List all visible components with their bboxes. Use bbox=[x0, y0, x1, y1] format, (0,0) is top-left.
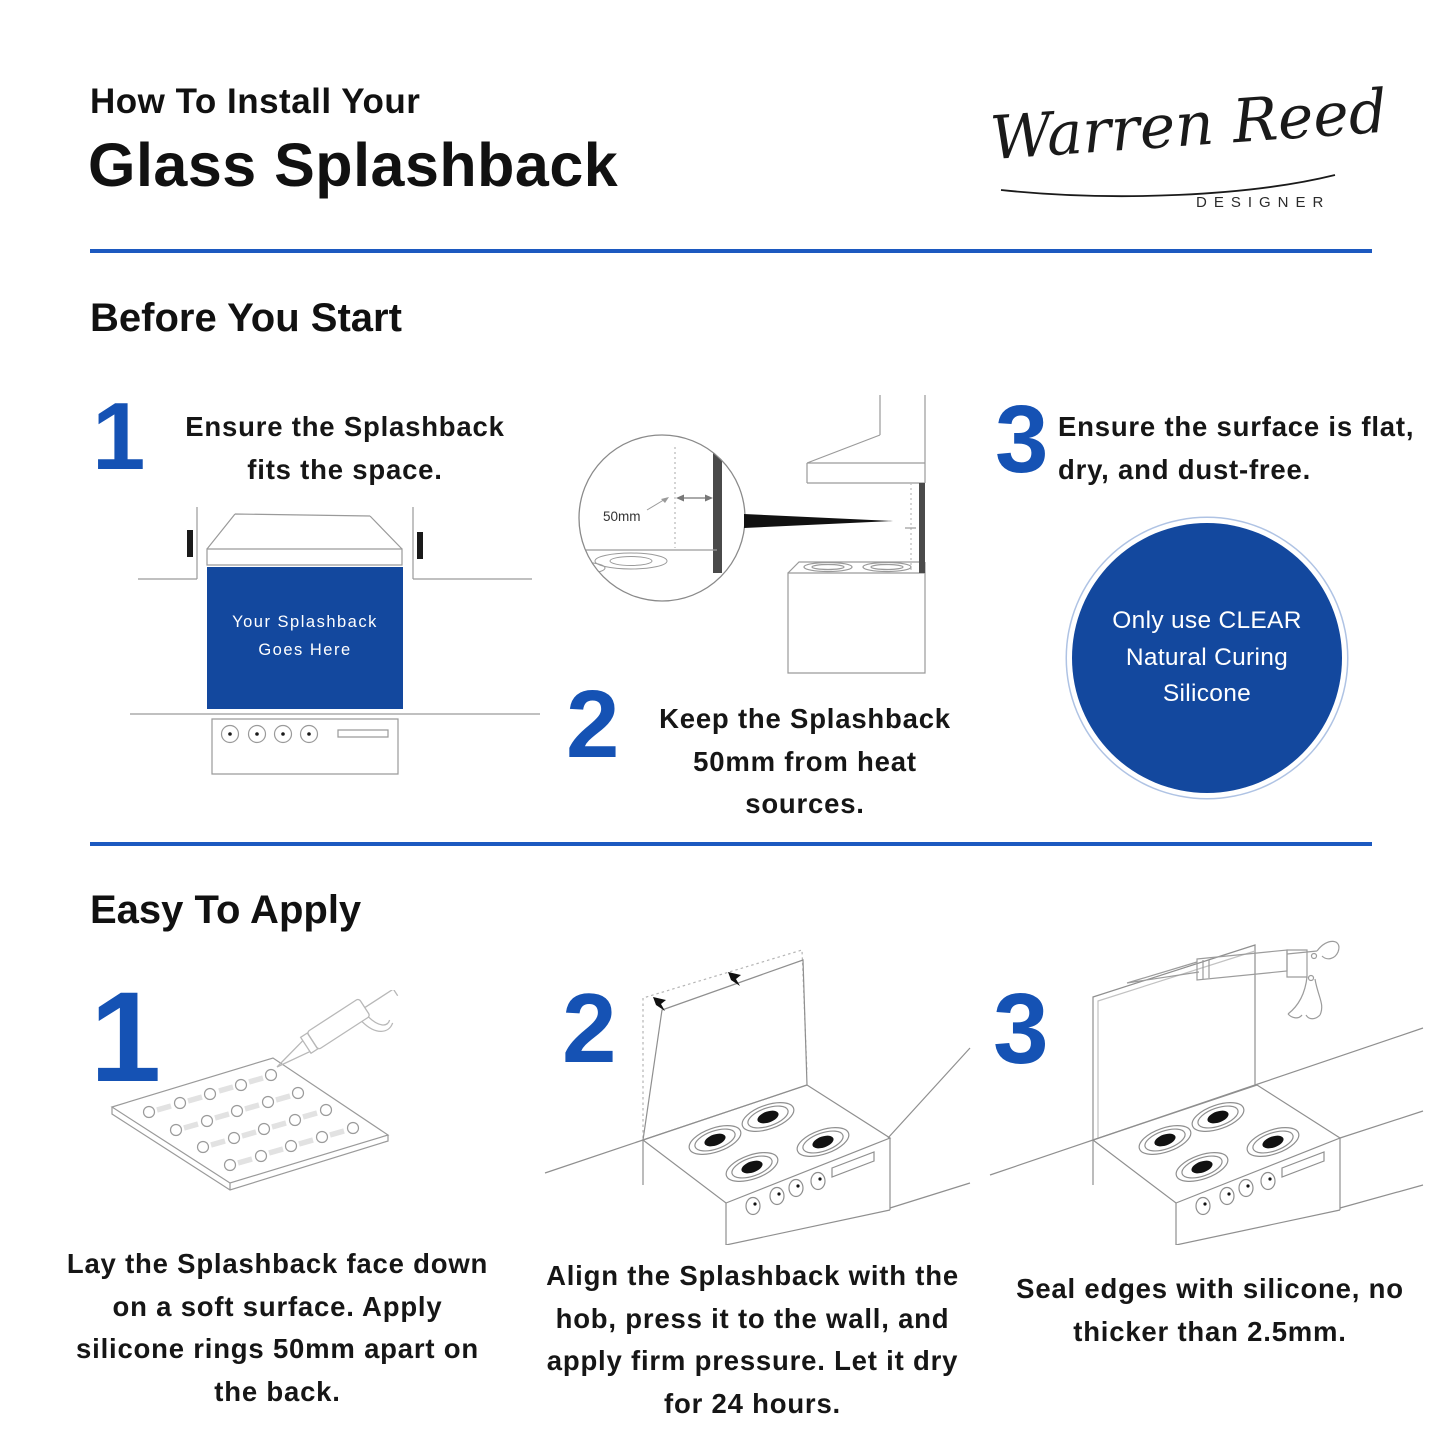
apply-step3-text: Seal edges with silicone, no thicker than 2.5mm. bbox=[1016, 1273, 1404, 1347]
hob-top-face bbox=[643, 1085, 890, 1203]
cooker-display bbox=[338, 730, 388, 737]
cooker-front bbox=[212, 719, 398, 774]
right-cabinet bbox=[413, 507, 532, 579]
before-step3-number: 3 bbox=[995, 386, 1049, 493]
before-step2-text: Keep the Splashback 50mm from heat sources. bbox=[659, 703, 951, 820]
glass-panel bbox=[112, 1058, 388, 1190]
page-pretitle: How To Install Your bbox=[90, 82, 421, 121]
distance-label: 50mm bbox=[603, 509, 641, 524]
before-section-heading: Before You Start bbox=[90, 296, 402, 340]
hood-canopy bbox=[807, 435, 925, 483]
apply-step1-number: 1 bbox=[90, 966, 162, 1109]
burners bbox=[686, 1097, 853, 1187]
section-divider bbox=[90, 842, 1372, 846]
before-step1-number: 1 bbox=[92, 383, 146, 490]
wall-panel-dashed bbox=[643, 950, 807, 1138]
caulking-gun bbox=[1127, 941, 1339, 1018]
hob-top-face bbox=[1093, 1085, 1340, 1203]
apply-step2-text: Align the Splashback with the hob, press it to the wall, and apply firm pressure. Let it dry for 24 hours. bbox=[546, 1260, 959, 1419]
apply-step1-text: Lay the Splashback face down on a soft surface. Apply silicone rings 50mm apart on the back. bbox=[66, 1248, 489, 1407]
silicone-badge: Only use CLEAR Natural Curing Silicone bbox=[1072, 523, 1342, 793]
splashback-placeholder-label: Your Splashback Goes Here bbox=[232, 612, 378, 659]
diagram-silicone-rings bbox=[100, 990, 490, 1240]
cooker-display bbox=[832, 1152, 874, 1177]
brand-logo-subtitle: DESIGNER bbox=[1196, 194, 1331, 211]
apply-section-heading: Easy To Apply bbox=[90, 888, 362, 932]
cabinet-handle bbox=[187, 530, 193, 557]
before-step3-text: Ensure the surface is flat, dry, and dust-free. bbox=[1058, 411, 1415, 485]
brand-logo: Warren Reed bbox=[987, 76, 1390, 175]
cabinet-handle bbox=[417, 532, 423, 559]
apply-step3-number: 3 bbox=[993, 973, 1049, 1085]
pointer-wedge bbox=[744, 514, 893, 528]
apply-step2-number: 2 bbox=[562, 973, 617, 1083]
splashback-edge-zoom bbox=[713, 453, 722, 573]
hood-chimney bbox=[880, 395, 925, 435]
before-step1-text: Ensure the Splashback fits the space. bbox=[185, 411, 505, 485]
section-divider bbox=[90, 249, 1372, 253]
page-title: Glass Splashback bbox=[88, 131, 619, 199]
cooker-hood-band bbox=[207, 549, 402, 565]
diagram-seal-edges bbox=[975, 925, 1435, 1245]
burners bbox=[1136, 1097, 1303, 1187]
cooker-display bbox=[1282, 1152, 1324, 1177]
hob-front-face bbox=[788, 573, 925, 673]
diagram-50mm-clearance bbox=[545, 395, 975, 685]
burner-ring-zoom bbox=[595, 553, 667, 569]
splashback-edge bbox=[919, 483, 925, 573]
cooker-hood-canopy bbox=[207, 514, 402, 549]
before-step2-number: 2 bbox=[566, 671, 620, 778]
diagram-align-splashback bbox=[530, 925, 980, 1245]
caulking-gun bbox=[270, 990, 420, 1091]
splashback-panel bbox=[1093, 945, 1255, 1140]
